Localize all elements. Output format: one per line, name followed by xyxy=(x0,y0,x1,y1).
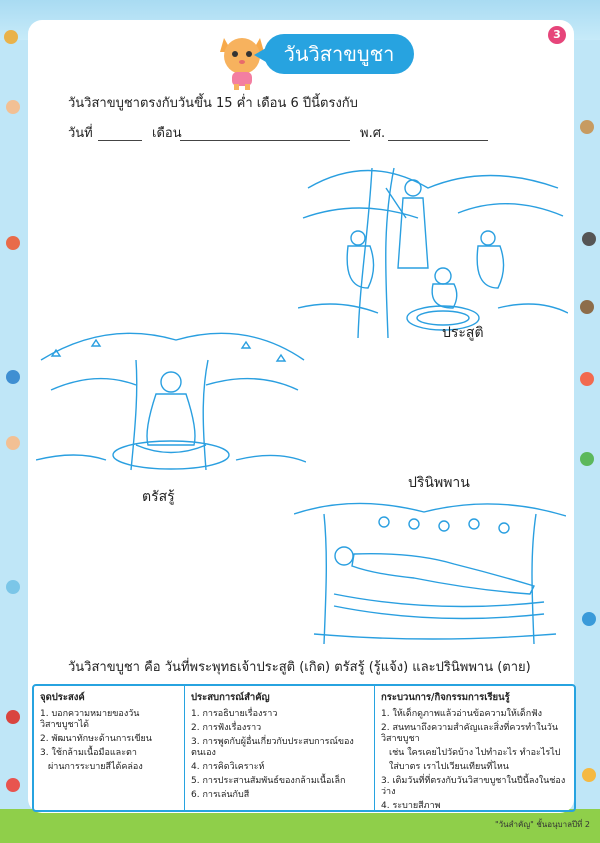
girl-icon xyxy=(6,100,20,114)
objectives-column xyxy=(34,686,184,810)
list-item: 4. ระบายสีภาพ xyxy=(381,801,441,811)
list-item: เช่น ใครเคยไปวัดบ้าง ไปทำอะไร ทำอะไรไป xyxy=(389,748,561,758)
footer-caption: "วันสำคัญ" ชั้นอนุบาลปีที่ 2 xyxy=(494,820,590,829)
question-text: วันวิสาขบูชาตรงกับวันขึ้น 15 ค่ำ เดือน 6 ปีนี้ตรงกับ xyxy=(68,96,358,111)
list-item: 1. ให้เด็กดูภาพแล้วอ่านข้อความให้เด็กฟัง xyxy=(381,709,542,719)
summary-text: วันวิสาขบูชา คือ วันที่พระพุทธเจ้าประสูติ (เกิด) ตรัสรู้ (รู้แจ้ง) และปรินิพพาน (ตาย) xyxy=(68,660,531,675)
traffic-light-icon xyxy=(582,232,596,246)
nirvana-illustration xyxy=(294,494,566,646)
experiences-heading: ประสบการณ์สำคัญ xyxy=(191,692,270,703)
experiences-column xyxy=(184,686,374,810)
globe-icon xyxy=(6,370,20,384)
day-label: วันที่ xyxy=(68,126,93,141)
enlightenment-illustration xyxy=(36,320,306,480)
objectives-heading: จุดประสงค์ xyxy=(40,692,85,703)
list-item: 2. สนทนาถึงความสำคัญและสิ่งที่ควรทำในวันวิสาขบูชา xyxy=(381,723,558,744)
enlightenment-label: ตรัสรู้ xyxy=(142,489,175,505)
year-blank[interactable] xyxy=(388,140,488,141)
activities-column xyxy=(374,686,574,810)
list-item: 3. เติมวันที่ที่ตรงกับวันวิสาขบูชาในปีนี้ลงในช่องว่าง xyxy=(381,776,566,797)
big-ben-icon xyxy=(580,120,594,134)
list-item: 6. การเล่นกับสี xyxy=(191,790,250,800)
activities-heading: กระบวนการ/กิจกรรมการเรียนรู้ xyxy=(381,692,510,703)
list-item: 4. การคิดวิเคราะห์ xyxy=(191,762,265,772)
backpack-icon xyxy=(6,710,20,724)
teacher-info-box xyxy=(32,684,576,812)
beach-ball-icon xyxy=(580,372,594,386)
eraser-icon xyxy=(6,580,20,594)
worksheet xyxy=(28,20,574,813)
month-blank[interactable] xyxy=(180,140,350,141)
page-number-badge: 3 xyxy=(548,26,566,44)
list-item: 2. พัฒนาทักษะด้านการเขียน xyxy=(40,734,152,744)
list-item: 3. ใช้กล้ามเนื้อมือและตา xyxy=(40,748,137,758)
birth-label: ประสูติ xyxy=(442,325,484,341)
list-item: 3. การพูดกับผู้อื่นเกี่ยวกับประสบการณ์ของตนเอง xyxy=(191,737,354,758)
cup-icon xyxy=(582,768,596,782)
year-label: พ.ศ. xyxy=(360,126,386,141)
list-item: 5. การประสานสัมพันธ์ของกล้ามเนื้อเล็ก xyxy=(191,776,346,786)
nirvana-label: ปรินิพพาน xyxy=(408,475,470,491)
page-title: วันวิสาขบูชา xyxy=(264,34,414,74)
boy-icon xyxy=(6,436,20,450)
list-item: ผ่านการระบายสีได้คล่อง xyxy=(48,762,143,772)
list-item: ใส่บาตร เราไปเวียนเทียนที่ไหน xyxy=(389,762,509,772)
date-fill-row xyxy=(68,120,488,148)
eiffel-tower-icon xyxy=(580,300,594,314)
tree-icon xyxy=(580,452,594,466)
calculator-icon xyxy=(582,612,596,626)
paint-palette-icon xyxy=(4,30,18,44)
day-blank[interactable] xyxy=(98,140,142,141)
list-item: 1. บอกความหมายของวันวิสาขบูชาได้ xyxy=(40,709,140,730)
birth-illustration xyxy=(298,158,568,348)
list-item: 1. การอธิบายเรื่องราว xyxy=(191,709,278,719)
month-label: เดือน xyxy=(152,126,182,141)
clock-icon xyxy=(6,236,20,250)
book-icon xyxy=(6,778,20,792)
list-item: 2. การฟังเรื่องราว xyxy=(191,723,262,733)
